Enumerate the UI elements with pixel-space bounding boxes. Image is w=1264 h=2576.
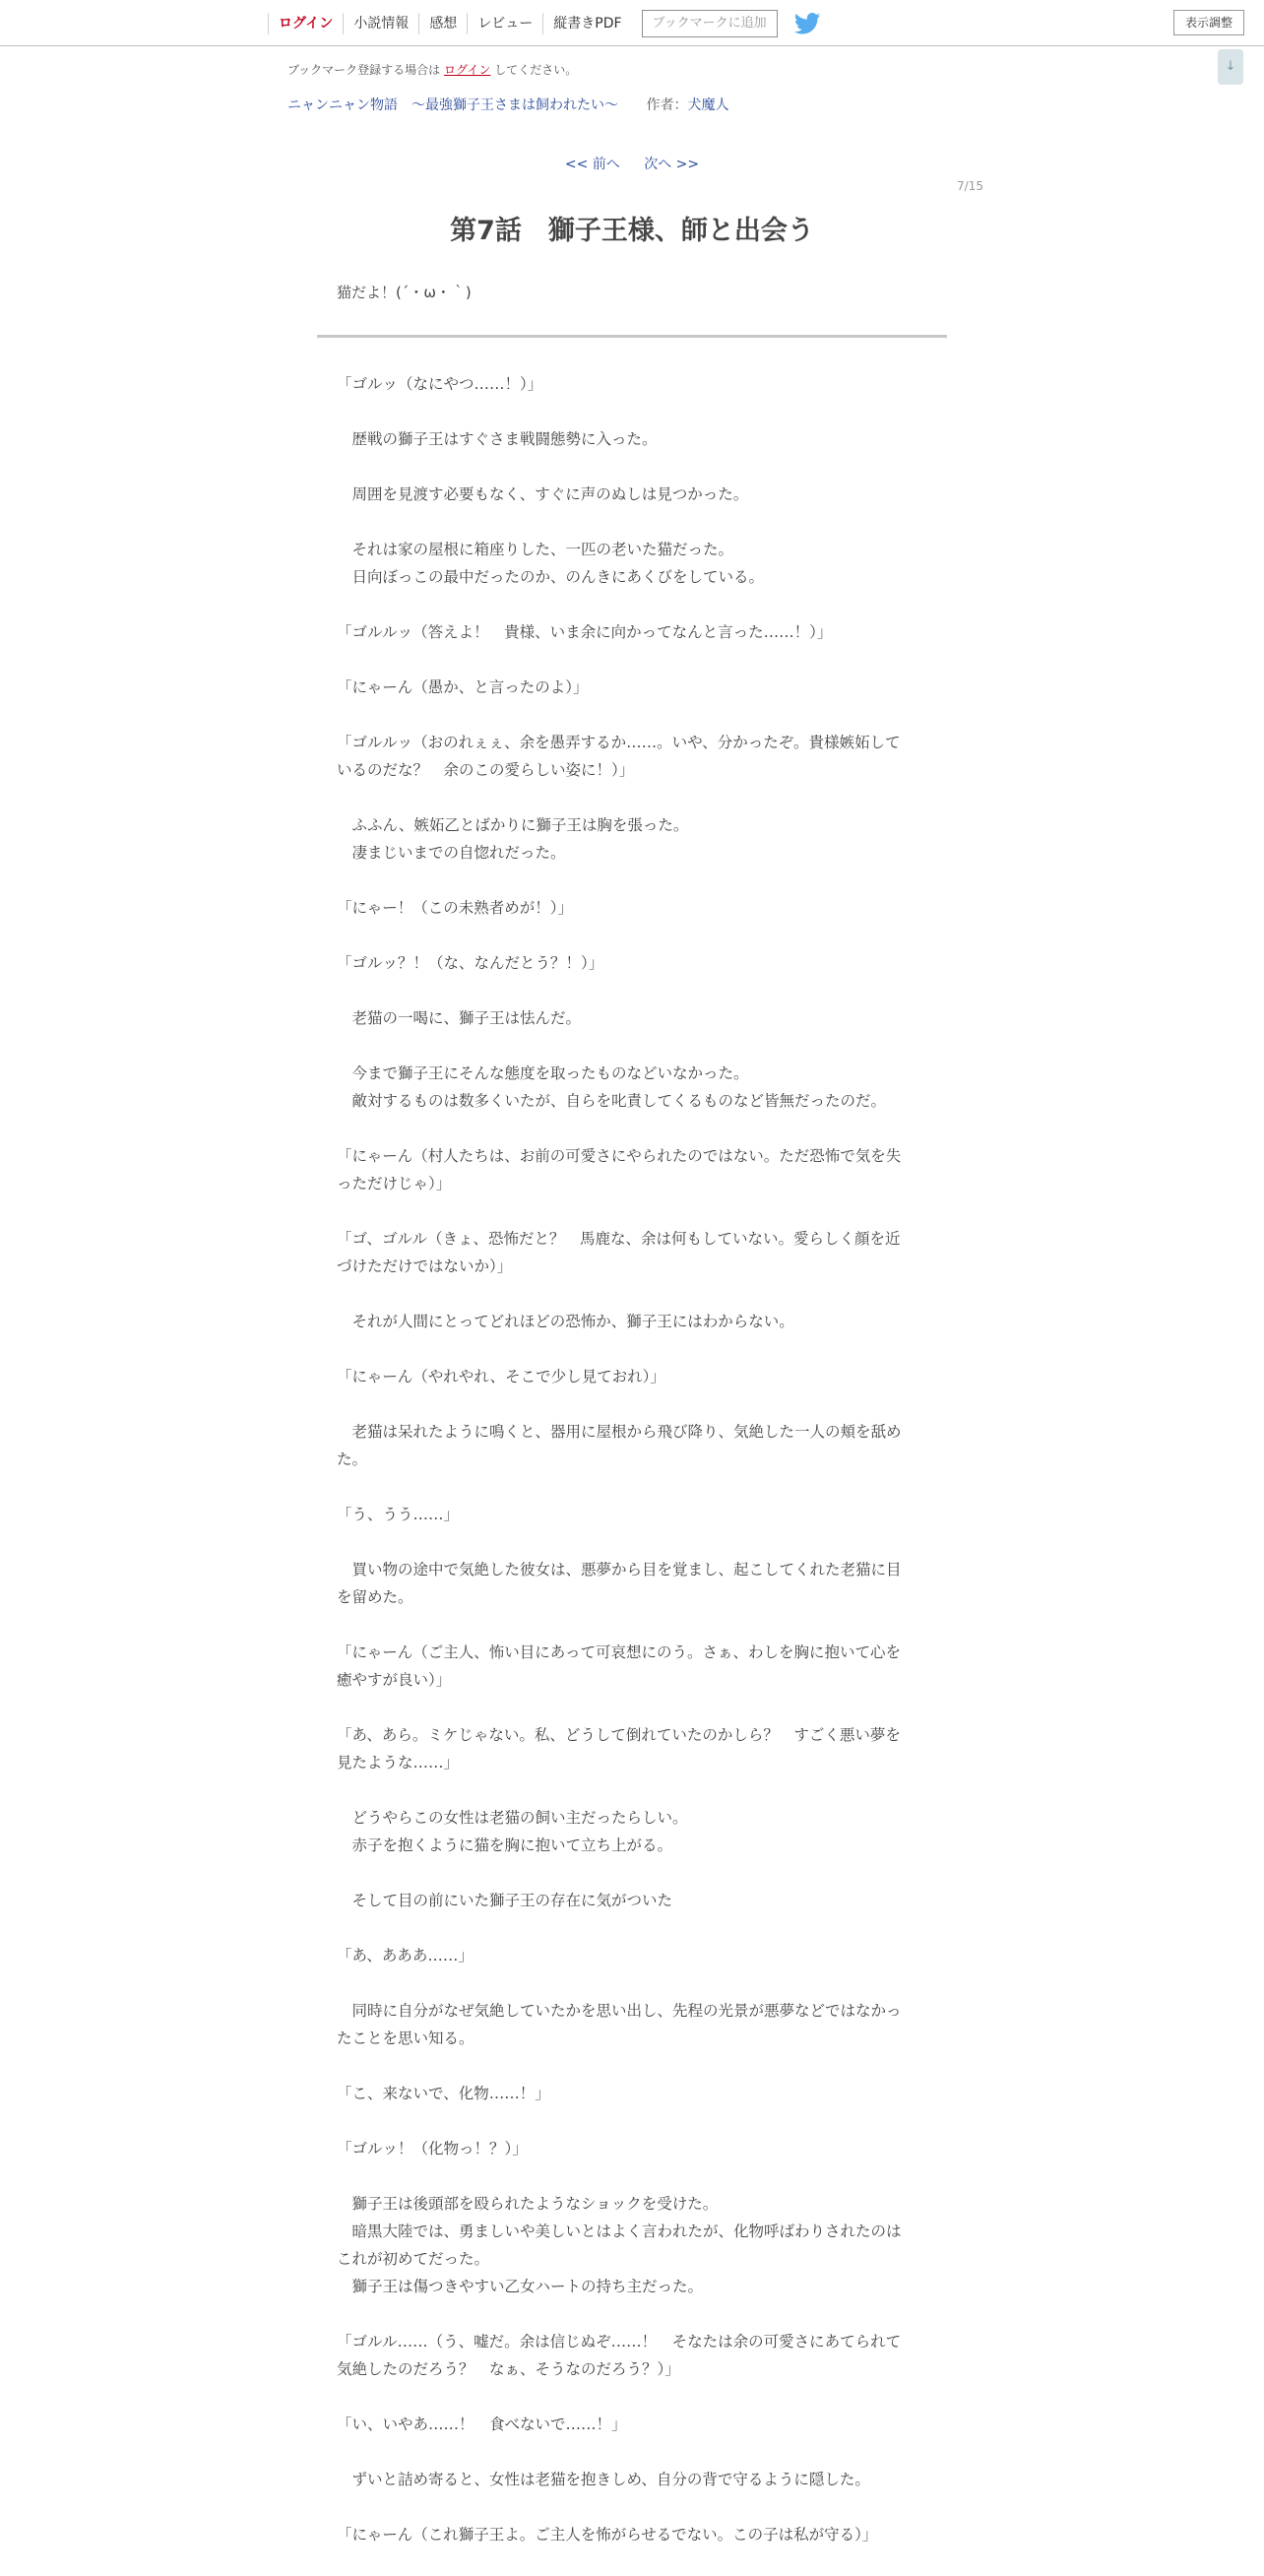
paragraph [337,2135,925,2162]
paragraph-line: っただけじゃ）」 [337,1175,452,1192]
paragraph-line: 老猫の一喝に、獅子王は怯んだ。 [337,1009,582,1027]
paragraph-line: 凄まじいまでの自惚れだった。 [337,844,566,862]
paragraph-line: 「にゃーん（やれやれ、そこで少し見ておれ）」 [337,1368,665,1385]
paragraph-line: たことを思い知る。 [337,2029,474,2047]
paragraph-line: を留めた。 [337,1588,413,1606]
paragraph-line: どうやらこの女性は老猫の飼い主だったらしい。 [337,1809,688,1827]
paragraph-line: 周囲を見渡す必要もなく、すぐに声のぬしは見つかった。 [337,485,749,503]
top-navigation-bar [0,0,1264,46]
paragraph [337,729,925,784]
paragraph [337,2080,925,2107]
nav-menu [268,8,821,39]
paragraph [337,1225,925,1280]
page-number: 7/15 [957,179,983,193]
paragraph-line: 赤子を抱くように猫を胸に抱いて立ち上がる。 [337,1836,673,1854]
nav-novel-info[interactable]: 小説情報 [343,13,418,34]
chapter-preface: 猫だよ！(´・ω・｀) [337,284,472,301]
paragraph-line: 「ゴルルッ（答えよ！ 貴様、いま余に向かってなんと言った……！）」 [337,623,833,641]
paragraph [337,894,925,922]
author-link[interactable]: 犬魔人 [687,97,729,113]
prev-chapter-link[interactable]: << 前へ [564,157,620,172]
bookmark-login-note [287,61,577,78]
paragraph-line: 「にゃーん（これ獅子王よ。ご主人を怖がらせるでない。この子は私が守る）」 [337,2526,878,2544]
nav-impressions[interactable]: 感想 [418,13,467,34]
paragraph-line: これが初めてだった。 [337,2250,490,2268]
paragraph [337,481,925,508]
paragraph-line: それは家の屋根に箱座りした、一匹の老いた猫だった。 [337,541,734,558]
author-label: 作者： [646,97,688,113]
twitter-icon[interactable] [793,13,821,34]
paragraph-line: 「う、うう……」 [337,1506,460,1523]
paragraph-line: 今まで獅子王にそんな態度を取ったものなどいなかった。 [337,1064,749,1082]
display-settings-button[interactable]: 表示調整 [1173,10,1244,35]
paragraph-line: 歴戦の獅子王はすぐさま戦闘態勢に入った。 [337,430,658,448]
paragraph-line: 「ゴルッ（なにやつ……！）」 [337,375,543,393]
paragraph-line: 「い、いやあ……！ 食べないで……！」 [337,2415,627,2433]
paragraph [337,674,925,701]
bookmark-login-link[interactable]: ログイン [444,63,491,77]
paragraph [337,1721,925,1776]
paragraph-line: 癒やすが良い）」 [337,1671,452,1689]
paragraph [337,1142,925,1197]
paragraph-line: 「あ、あああ……」 [337,1947,474,1964]
paragraph [337,1363,925,1390]
chapter-pager [0,154,1264,173]
paragraph [337,1004,925,1032]
paragraph-line: 「あ、あら。ミケじゃない。私、どうして倒れていたのかしら？ すごく悪い夢を [337,1726,901,1744]
paragraph-line: 「ゴルッ！（化物っ！？）」 [337,2140,528,2157]
paragraph-line: 「にゃーん（ご主人、怖い目にあって可哀想にのう。さぁ、わしを胸に抱いて心を [337,1643,902,1661]
paragraph [337,2328,925,2383]
paragraph [337,1501,925,1528]
nav-vertical-pdf[interactable]: 縦書きPDF [542,13,631,34]
paragraph-line: 「ゴルルッ（おのれぇぇ、余を愚弄するか……。いや、分かったぞ。貴様嫉妬して [337,734,901,751]
paragraph-line: 同時に自分がなぜ気絶していたかを思い出し、先程の光景が悪夢などではなかっ [337,2002,902,2020]
paragraph-line: 獅子王は傷つきやすい乙女ハートの持ち主だった。 [337,2278,704,2295]
paragraph-line: そして目の前にいた獅子王の存在に気がついた [337,1892,673,1909]
paragraph-line: ふふん、嫉妬乙とばかりに獅子王は胸を張った。 [337,816,689,834]
paragraph [337,370,925,398]
paragraph [337,425,925,453]
paragraph [337,1942,925,1969]
series-info [287,95,728,114]
paragraph-line: 「ゴルル……（う、嘘だ。余は信じぬぞ……！ そなたは余の可愛さにあてられて [337,2333,902,2351]
add-bookmark-button[interactable]: ブックマークに追加 [642,10,778,37]
paragraph-line: 獅子王は後頭部を殴られたようなショックを受けた。 [337,2195,719,2213]
chapter-title: 第7話 獅子王様、師と出会う [450,216,814,246]
paragraph-line: 見たような……」 [337,1754,460,1771]
paragraph [337,2190,925,2300]
paragraph-line: 「ゴルッ？！（な、なんだとう？！）」 [337,954,604,972]
paragraph [337,949,925,977]
paragraph-line: 気絶したのだろう？ なぁ、そうなのだろう？）」 [337,2360,680,2378]
paragraph-line: 「こ、来ないで、化物……！」 [337,2085,550,2102]
paragraph [337,1997,925,2052]
paragraph-line: た。 [337,1450,368,1468]
paragraph-line: づけただけではないか）」 [337,1257,513,1275]
paragraph-line: 「ゴ、ゴルル（きょ、恐怖だと？ 馬鹿な、余は何もしていない。愛らしく顔を近 [337,1230,901,1248]
paragraph [337,2411,925,2438]
paragraph-line: 「にゃーん（村人たちは、お前の可愛さにやられたのではない。ただ恐怖で気を失 [337,1147,902,1165]
paragraph-line: 老猫は呆れたように鳴くと、器用に屋根から飛び降り、気絶した一人の頬を舐め [337,1423,902,1441]
paragraph [337,1639,925,1694]
paragraph [337,1308,925,1335]
paragraph [337,1060,925,1115]
bookmark-note-suffix: してください。 [494,63,578,77]
novel-body [337,370,925,2576]
next-chapter-link[interactable]: 次へ >> [644,157,700,172]
preface-divider [317,335,947,338]
paragraph-line: 「にゃー！（この未熟者めが！）」 [337,899,573,917]
paragraph-line: ずいと詰め寄ると、女性は老猫を抱きしめ、自分の背で守るように隠した。 [337,2471,870,2488]
series-title-link[interactable]: ニャンニャン物語 ～最強獅子王さまは飼われたい～ [287,97,618,113]
paragraph [337,2521,925,2548]
paragraph-line: 敵対するものは数多くいたが、自らを叱責してくるものなど皆無だったのだ。 [337,1092,887,1110]
paragraph [337,618,925,646]
paragraph-line: 暗黒大陸では、勇ましいや美しいとはよく言われたが、化物呼ばわりされたのは [337,2222,902,2240]
paragraph-line: 「にゃーん（愚か、と言ったのよ）」 [337,678,589,696]
scroll-down-button[interactable]: ↓ [1218,49,1243,85]
paragraph [337,1418,925,1473]
paragraph-line: 買い物の途中で気絶した彼女は、悪夢から目を覚まし、起こしてくれた老猫に目 [337,1561,902,1578]
paragraph-line: いるのだな？ 余のこの愛らしい姿に！）」 [337,761,635,779]
paragraph [337,1556,925,1611]
paragraph [337,2466,925,2493]
paragraph-line: それが人間にとってどれほどの恐怖か、獅子王にはわからない。 [337,1313,794,1330]
nav-login[interactable]: ログイン [268,13,343,34]
paragraph [337,536,925,591]
paragraph-line: 日向ぼっこの最中だったのか、のんきにあくびをしている。 [337,568,765,586]
bookmark-note-prefix: ブックマーク登録する場合は [287,63,441,77]
paragraph [337,811,925,867]
paragraph [337,1804,925,1859]
nav-review[interactable]: レビュー [467,13,542,34]
paragraph [337,1887,925,1914]
